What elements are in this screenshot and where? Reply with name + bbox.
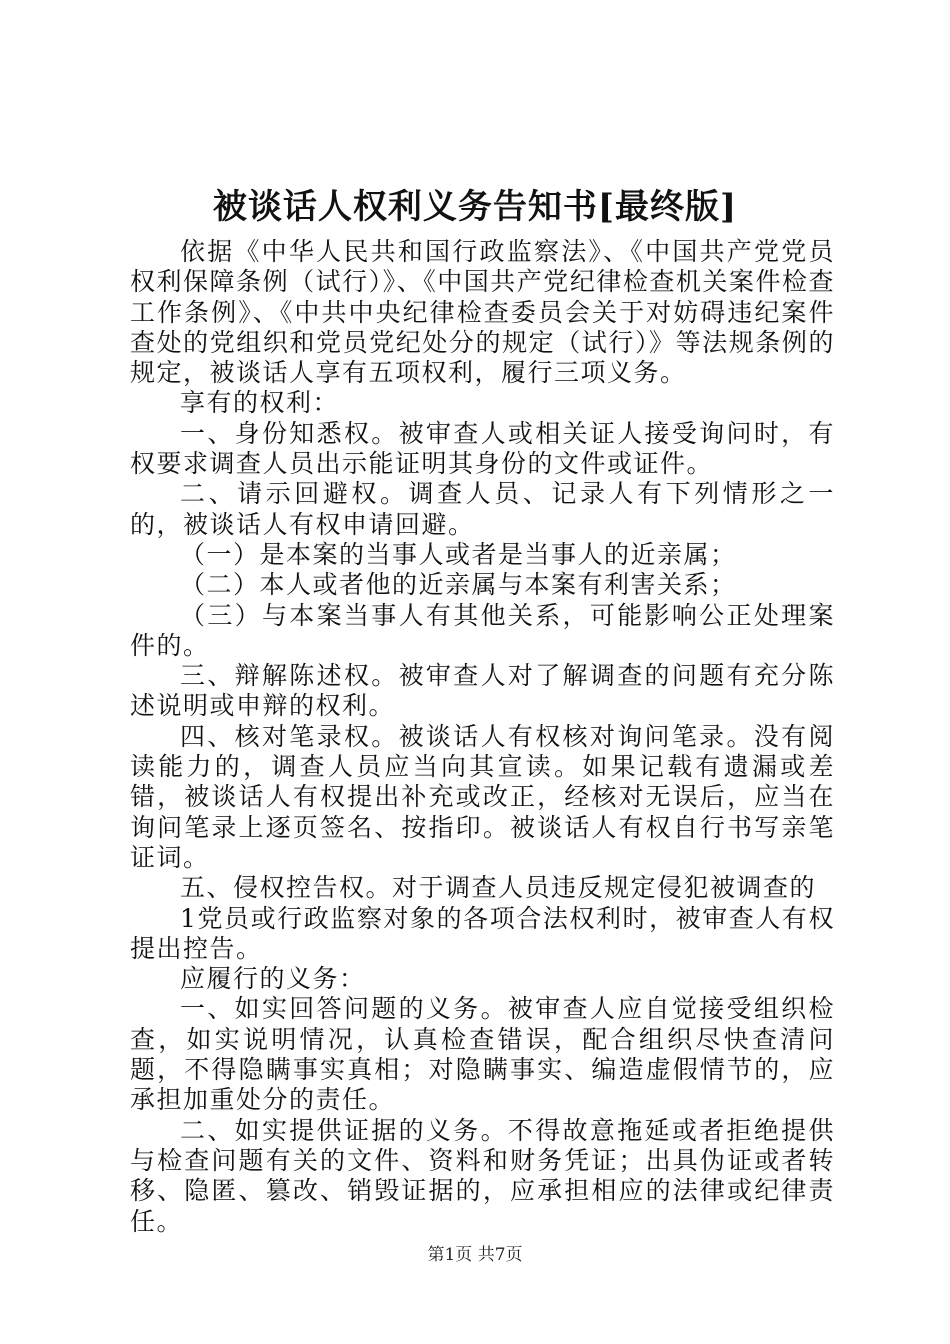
right-1-paragraph: 一、身份知悉权。被审查人或相关证人接受询问时，有权要求调查人员出示能证明其身份的文件或证件。 — [130, 418, 835, 479]
obligation-2-paragraph: 二、如实提供证据的义务。不得故意拖延或者拒绝提供与检查问题有关的文件、资料和财务凭证；出具伪证或者转移、隐匿、篡改、销毁证据的，应承担相应的法律或纪律责任。 — [130, 1115, 835, 1236]
document-title: 被谈话人权利义务告知书[最终版] — [212, 187, 738, 227]
right-2-item-1: （一）是本案的当事人或者是当事人的近亲属； — [180, 539, 737, 569]
right-2-paragraph: 二、请示回避权。调查人员、记录人有下列情形之一的，被谈话人有权申请回避。 — [130, 479, 835, 539]
right-4-paragraph: 四、核对笔录权。被谈话人有权核对询问笔录。没有阅读能力的，调查人员应当向其宣读。如果记载有遗漏或差错，被谈话人有权提出补充或改正，经核对无误后，应当在询问笔录上逐页签名、按指印。被谈话人有权自行书写亲笔证词。 — [130, 721, 835, 872]
right-3-paragraph: 三、辩解陈述权。被审查人对了解调查的问题有充分陈述说明或申辩的权利。 — [130, 661, 835, 721]
right-2-item-2: （二）本人或者他的近亲属与本案有利害关系； — [180, 570, 737, 600]
rights-heading: 享有的权利： — [180, 388, 340, 418]
right-5-paragraph: 五、侵权控告权。对于调查人员违反规定侵犯被调查的 — [180, 873, 817, 903]
right-5-continuation: 1党员或行政监察对象的各项合法权利时，被审查人有权提出控告。 — [130, 903, 835, 963]
intro-paragraph: 依据《中华人民共和国行政监察法》、《中国共产党党员权利保障条例（试行）》、《中国共产党纪律检查机关案件检查工作条例》、《中共中央纪律检查委员会关于对妨碍违纪案件查处的党组织和党员党纪处分的规定（试行）》等法规条例的规定，被谈话人享有五项权利，履行三项义务。 — [130, 237, 835, 388]
document-body — [130, 237, 835, 1237]
page-number-footer: 第1页 共7页 — [427, 1245, 523, 1265]
obligation-1-paragraph: 一、如实回答问题的义务。被审查人应自觉接受组织检查，如实说明情况，认真检查错误，配合组织尽快查清问题，不得隐瞒事实真相；对隐瞒事实、编造虚假情节的，应承担加重处分的责任。 — [130, 994, 835, 1115]
right-2-item-3: （三）与本案当事人有其他关系，可能影响公正处理案件的。 — [130, 600, 835, 660]
obligations-heading: 应履行的义务： — [180, 964, 366, 994]
